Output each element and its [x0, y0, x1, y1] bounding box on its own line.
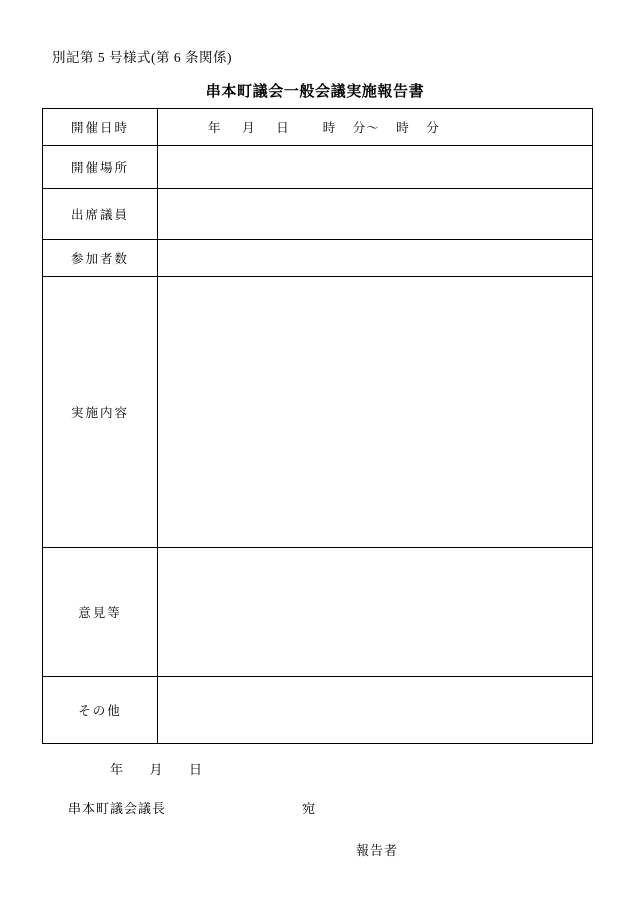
row-value-opinion[interactable] [158, 548, 593, 677]
footer-addressee: 串本町議会議長 [68, 801, 167, 816]
footer-date-line: 年 月 日 [110, 762, 204, 777]
row-value-datetime[interactable] [158, 109, 593, 146]
row-value-content[interactable] [158, 277, 593, 548]
row-value-participant-count[interactable] [158, 240, 593, 277]
table-row [43, 189, 593, 240]
table-row [43, 677, 593, 744]
report-table [42, 108, 593, 744]
table-row [43, 109, 593, 146]
row-label-place: 開催場所 [43, 146, 158, 189]
footer-reporter-label: 報告者 [356, 843, 399, 858]
row-label-datetime: 開催日時 [43, 109, 158, 146]
datetime-placeholder-text: 年 月 日 時 分～ 時 分 [208, 121, 440, 135]
row-label-participant-count: 参加者数 [43, 240, 158, 277]
table-row [43, 146, 593, 189]
table-row [43, 548, 593, 677]
row-label-other: その他 [43, 677, 158, 744]
table-row [43, 240, 593, 277]
form-number: 別記第 5 号様式(第 6 条関係) [52, 50, 232, 65]
table-row [43, 277, 593, 548]
row-value-other[interactable] [158, 677, 593, 744]
row-label-content: 実施内容 [43, 277, 158, 548]
page-title: 串本町議会一般会議実施報告書 [205, 84, 425, 100]
footer-addressee-suffix: 宛 [302, 801, 317, 816]
row-value-members[interactable] [158, 189, 593, 240]
row-value-place[interactable] [158, 146, 593, 189]
row-label-opinion: 意見等 [43, 548, 158, 677]
row-label-members: 出席議員 [43, 189, 158, 240]
